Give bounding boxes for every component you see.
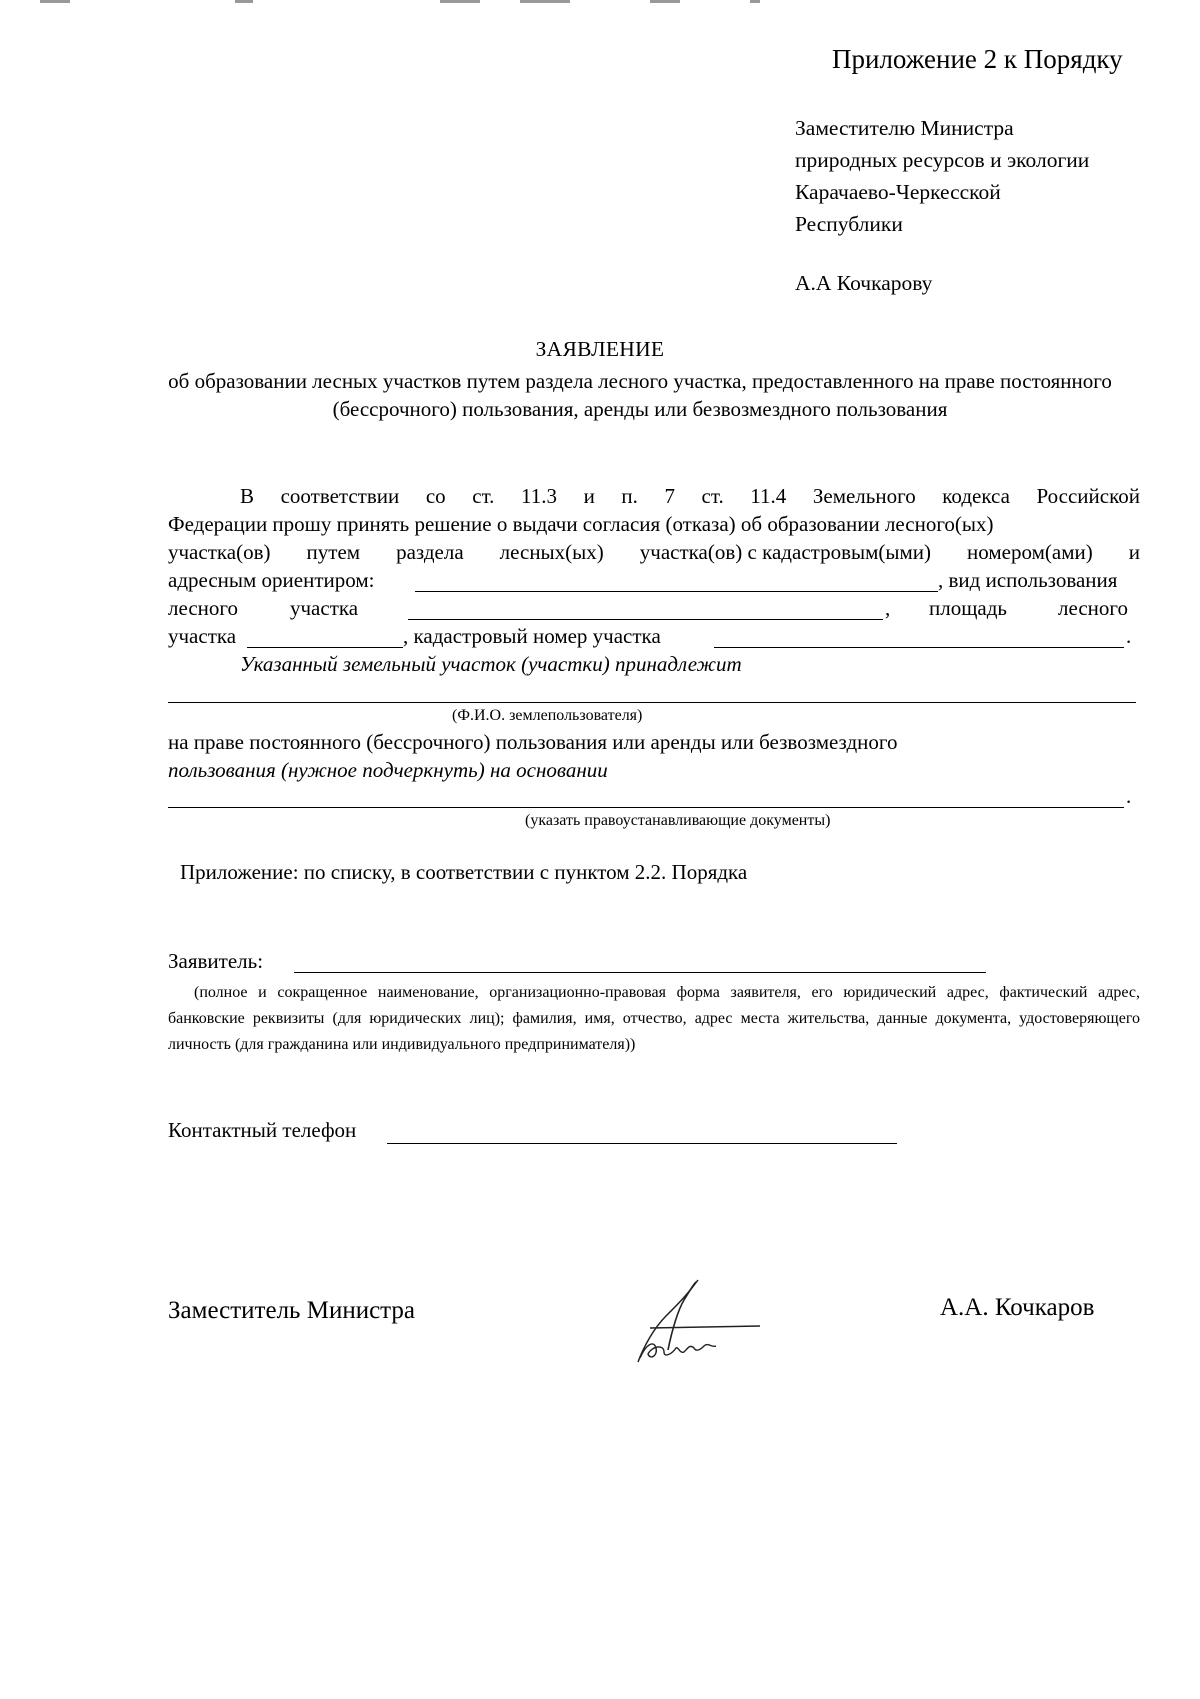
signatory-name: А.А. Кочкаров bbox=[940, 1294, 1095, 1321]
document-subtitle: об образовании лесных участков путем раздела лесного участка, предоставленного на праве постоянного (бессрочного) пользования, аренды или безвозмездного пользования bbox=[168, 369, 1112, 421]
body-word: , bbox=[885, 596, 891, 620]
body-line: В соответствии со ст. 11.3 и п. 7 ст. 11.4 Земельного кодекса Российской bbox=[240, 484, 1140, 508]
body-line-italic: пользования (нужное подчеркнуть) на основании bbox=[168, 758, 608, 782]
cadastral-label: , кадастровый номер участка bbox=[403, 624, 661, 648]
addressee-block bbox=[795, 112, 1089, 240]
ownership-statement: Указанный земельный участок (участки) принадлежит bbox=[240, 652, 742, 676]
body-word: площадь bbox=[929, 596, 1007, 620]
document-title: ЗАЯВЛЕНИЕ bbox=[535, 337, 665, 361]
address-field[interactable] bbox=[415, 591, 938, 592]
body-word: участка bbox=[168, 624, 237, 648]
body-word: . bbox=[1126, 624, 1132, 648]
usage-type-label: , вид использования bbox=[938, 568, 1118, 592]
phone-field[interactable] bbox=[387, 1143, 897, 1144]
applicant-label: Заявитель: bbox=[168, 949, 264, 973]
area-field[interactable] bbox=[247, 647, 403, 648]
documents-caption: (указать правоустанавливающие документы) bbox=[525, 812, 831, 829]
scan-artifact bbox=[0, 0, 1200, 4]
body-word: лесного bbox=[1058, 596, 1128, 620]
applicant-field[interactable] bbox=[294, 972, 986, 973]
addressee-line: Карачаево-Черкесской bbox=[795, 180, 1001, 204]
legal-documents-field[interactable] bbox=[168, 807, 1124, 808]
body-line: участка(ов) путем раздела лесных(ых) участка(ов) с кадастровым(ыми) номером(ами) и bbox=[168, 540, 1140, 564]
phone-label: Контактный телефон bbox=[168, 1118, 357, 1142]
body-word: лесного bbox=[168, 596, 238, 620]
appendix-label: Приложение 2 к Порядку bbox=[832, 44, 1123, 74]
body-line: на праве постоянного (бессрочного) пользования или аренды или безвозмездного bbox=[168, 730, 898, 754]
addressee-line: Республики bbox=[795, 212, 903, 236]
addressee-line: Заместителю Министра bbox=[795, 116, 1014, 140]
signatory-title: Заместитель Министра bbox=[168, 1297, 415, 1324]
body-line: Федерации прошу принять решение о выдачи согласия (отказа) об образовании лесного(ых) bbox=[168, 512, 994, 536]
recipient-name: А.А Кочкарову bbox=[795, 271, 933, 295]
addressee-line: природных ресурсов и экологии bbox=[795, 148, 1090, 172]
cadastral-number-field[interactable] bbox=[714, 647, 1124, 648]
owner-name-field[interactable] bbox=[168, 702, 1136, 703]
usage-type-field[interactable] bbox=[408, 619, 883, 620]
body-word: . bbox=[1126, 784, 1132, 808]
handwritten-signature-icon bbox=[620, 1270, 760, 1365]
address-label: адресным ориентиром: bbox=[168, 568, 375, 592]
owner-caption: (Ф.И.О. землепользователя) bbox=[452, 707, 643, 724]
applicant-note: (полное и сокращенное наименование, организационно-правовая форма заявителя, его юридический адрес, фактический адрес, банковские реквизиты (для юридических лиц); фамилия, имя, отчество, адрес места жительства, данные документа, удостоверяющего личность (для гражданина или индивидуального предпринимателя)) bbox=[168, 984, 1140, 1053]
attachment-line: Приложение: по списку, в соответствии с пунктом 2.2. Порядка bbox=[180, 860, 748, 884]
body-word: участка bbox=[290, 596, 359, 620]
